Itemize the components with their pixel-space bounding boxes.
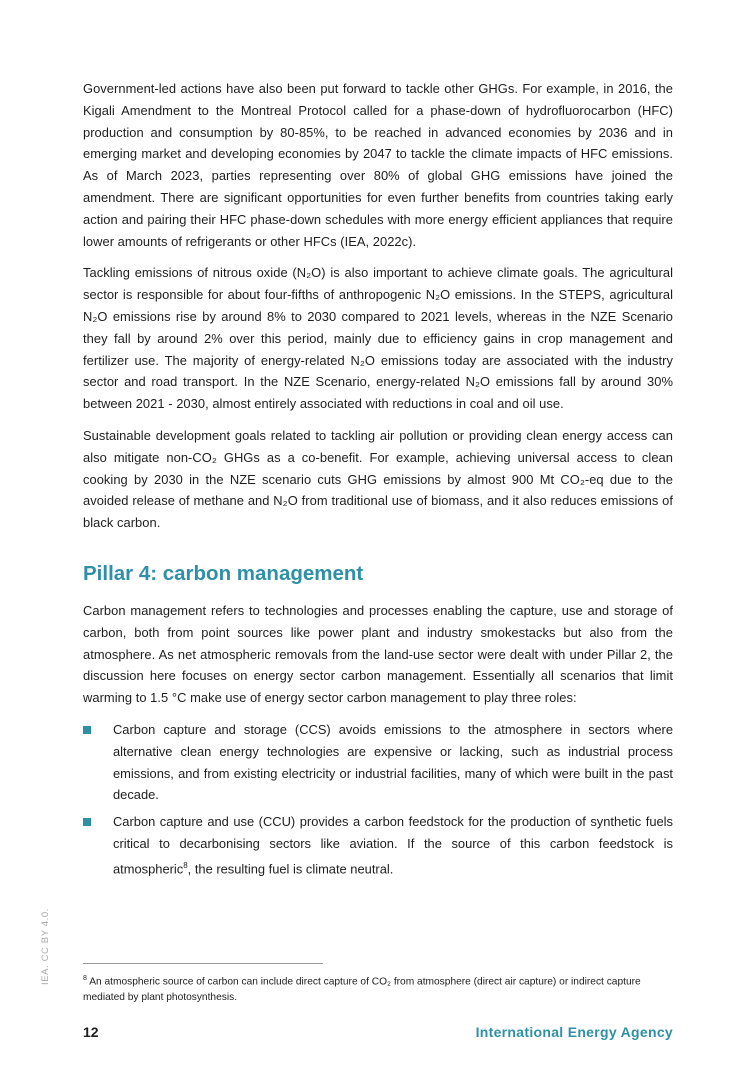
square-bullet-icon bbox=[83, 726, 91, 734]
page-content bbox=[83, 78, 673, 885]
body-paragraph: Sustainable development goals related to tackling air pollution or providing clean energy access can also mitigate non-CO₂ GHGs as a co-benefit. For example, achieving universal access to clean cooking by 2030 in the NZE scenario cuts GHG emissions by almost 900 Mt CO₂-eq due to the avoided release of methane and N₂O from traditional use of biomass, and it also reduces emissions of black carbon. bbox=[83, 427, 673, 531]
bullet-text-continued: , the resulting fuel is climate neutral. bbox=[187, 861, 394, 876]
footnote-number: 8 bbox=[83, 975, 87, 982]
footnote-reference[interactable]: 8 bbox=[183, 860, 188, 870]
body-paragraph: Government-led actions have also been put forward to tackle other GHGs. For example, in 2016, the Kigali Amendment to the Montreal Protocol called for a phase-down of hydrofluorocarbon (HFC) production and consumption by 80-85%, to be reached in advanced economies by 2036 and in emerging market and developing economies by 2047 to tackle the climate impacts of HFC emissions. As of March 2023, parties representing over 80% of global GHG emissions have joined the amendment. There are significant opportunities for even further benefits from countries taking early action and pairing their HFC phase-down schedules with more energy efficient appliances that require lower amounts of refrigerants or other HFCs (IEA, 2022c). bbox=[83, 81, 673, 249]
bullet-text: Carbon capture and use (CCU) provides a carbon feedstock for the production of synthetic fuels critical to decarbonising sectors like aviation. If the source of this carbon feedstock is atmospheric bbox=[113, 814, 673, 876]
body-paragraph: Tackling emissions of nitrous oxide (N₂O) is also important to achieve climate goals. The agricultural sector is responsible for about four-fifths of anthropogenic N₂O emissions. In the STEPS, agricultural N₂O emissions rise by around 8% to 2030 compared to 2021 levels, whereas in the NZE Scenario they fall by around 2% over this period, mainly due to efficiency gains in crop management and fertilizer use. The majority of energy-related N₂O emissions today are associated with the industry sector and road transport. In the NZE Scenario, energy-related N₂O emissions fall by around 30% between 2021 - 2030, almost entirely associated with reductions in coal and oil use. bbox=[83, 265, 673, 412]
square-bullet-icon bbox=[83, 818, 91, 826]
bullet-item bbox=[83, 719, 673, 806]
bullet-list bbox=[83, 719, 673, 880]
footnote-divider bbox=[83, 963, 323, 964]
footnote bbox=[83, 971, 673, 1006]
license-text: IEA. CC BY 4.0. bbox=[40, 908, 51, 985]
bullet-item bbox=[83, 811, 673, 880]
section-intro-paragraph: Carbon management refers to technologies and processes enabling the capture, use and storage of carbon, both from point sources like power plant and industry smokestacks but also from the atmosphere. As net atmospheric removals from the land-use sector were dealt with under Pillar 2, the discussion here focuses on energy sector carbon management. Essentially all scenarios that limit warming to 1.5 °C make use of energy sector carbon management to play three roles: bbox=[83, 602, 673, 706]
bullet-text: Carbon capture and storage (CCS) avoids emissions to the atmosphere in sectors where alternative clean energy technologies are expensive or lacking, such as industrial process emissions, and from existing electricity or industrial facilities, many of which were built in the past decade. bbox=[113, 721, 673, 803]
page-number: 12 bbox=[83, 1024, 99, 1040]
footnote-text: An atmospheric source of carbon can include direct capture of CO₂ from atmosphere (direct air capture) or indirect capture mediated by plant photosynthesis. bbox=[83, 976, 641, 1004]
section-heading: Pillar 4: carbon management bbox=[83, 561, 364, 585]
agency-name: International Energy Agency bbox=[475, 1024, 673, 1040]
